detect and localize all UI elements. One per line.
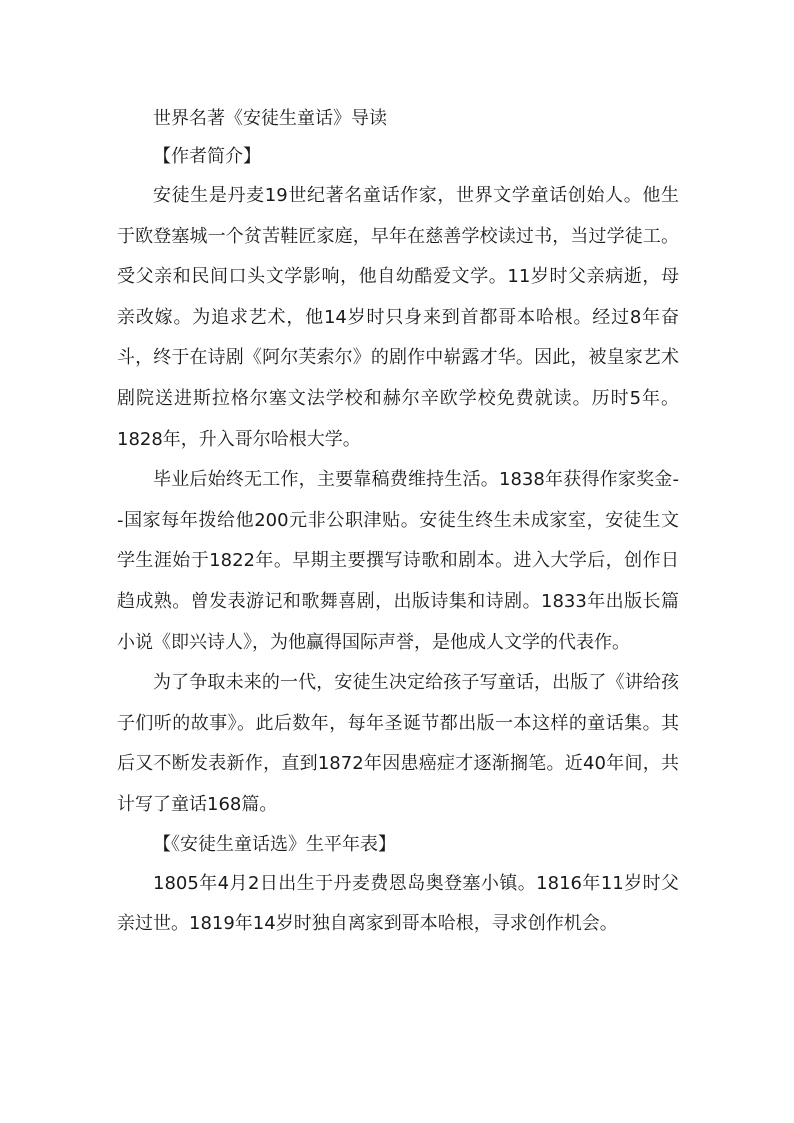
document-title: 世界名著《安徒生童话》导读 bbox=[153, 108, 387, 129]
document-page bbox=[117, 100, 679, 945]
paragraph-author-bio: 安徒生是丹麦19世纪著名童话作家，世界文学童话创始人。他生于欧登塞城一个贫苦鞋匠家庭，早年在慈善学校读过书，当过学徒工。受父亲和民间口头文学影响，他自幼酷爱文学。11岁时父亲病逝，母亲改嫁。为追求艺术，他14岁时只身来到首都哥本哈根。经过8年奋斗，终于在诗剧《阿尔芙索尔》的剧作中崭露才华。因此，被皇家艺术剧院送进斯拉格尔塞文法学校和赫尔辛欧学校免费就读。历时5年。1828年，升入哥尔哈根大学。 bbox=[117, 185, 679, 450]
paragraph-fairy-tales: 为了争取未来的一代，安徒生决定给孩子写童话，出版了《讲给孩子们听的故事》。此后数年，每年圣诞节都出版一本这样的童话集。其后又不断发表新作，直到1872年因患癌症才逐渐搁笔。近40年间，共计写了童话168篇。 bbox=[117, 672, 679, 815]
paragraph-career: 毕业后始终无工作，主要靠稿费维持生活。1838年获得作家奖金--国家每年拨给他200元非公职津贴。安徒生终生未成家室，安徒生文学生涯始于1822年。早期主要撰写诗歌和剧本。进入大学后，创作日趋成熟。曾发表游记和歌舞喜剧，出版诗集和诗剧。1833年出版长篇小说《即兴诗人》，为他赢得国际声誉，是他成人文学的代表作。 bbox=[117, 469, 679, 653]
section-heading-author-intro: 【作者简介】 bbox=[153, 146, 261, 167]
paragraph-chronology: 1805年4月2日出生于丹麦费恩岛奥登塞小镇。1816年11岁时父亲过世。1819年14岁时独自离家到哥本哈根，寻求创作机会。 bbox=[117, 872, 679, 935]
section-heading-chronology: 【《安徒生童话选》生平年表】 bbox=[153, 833, 396, 855]
